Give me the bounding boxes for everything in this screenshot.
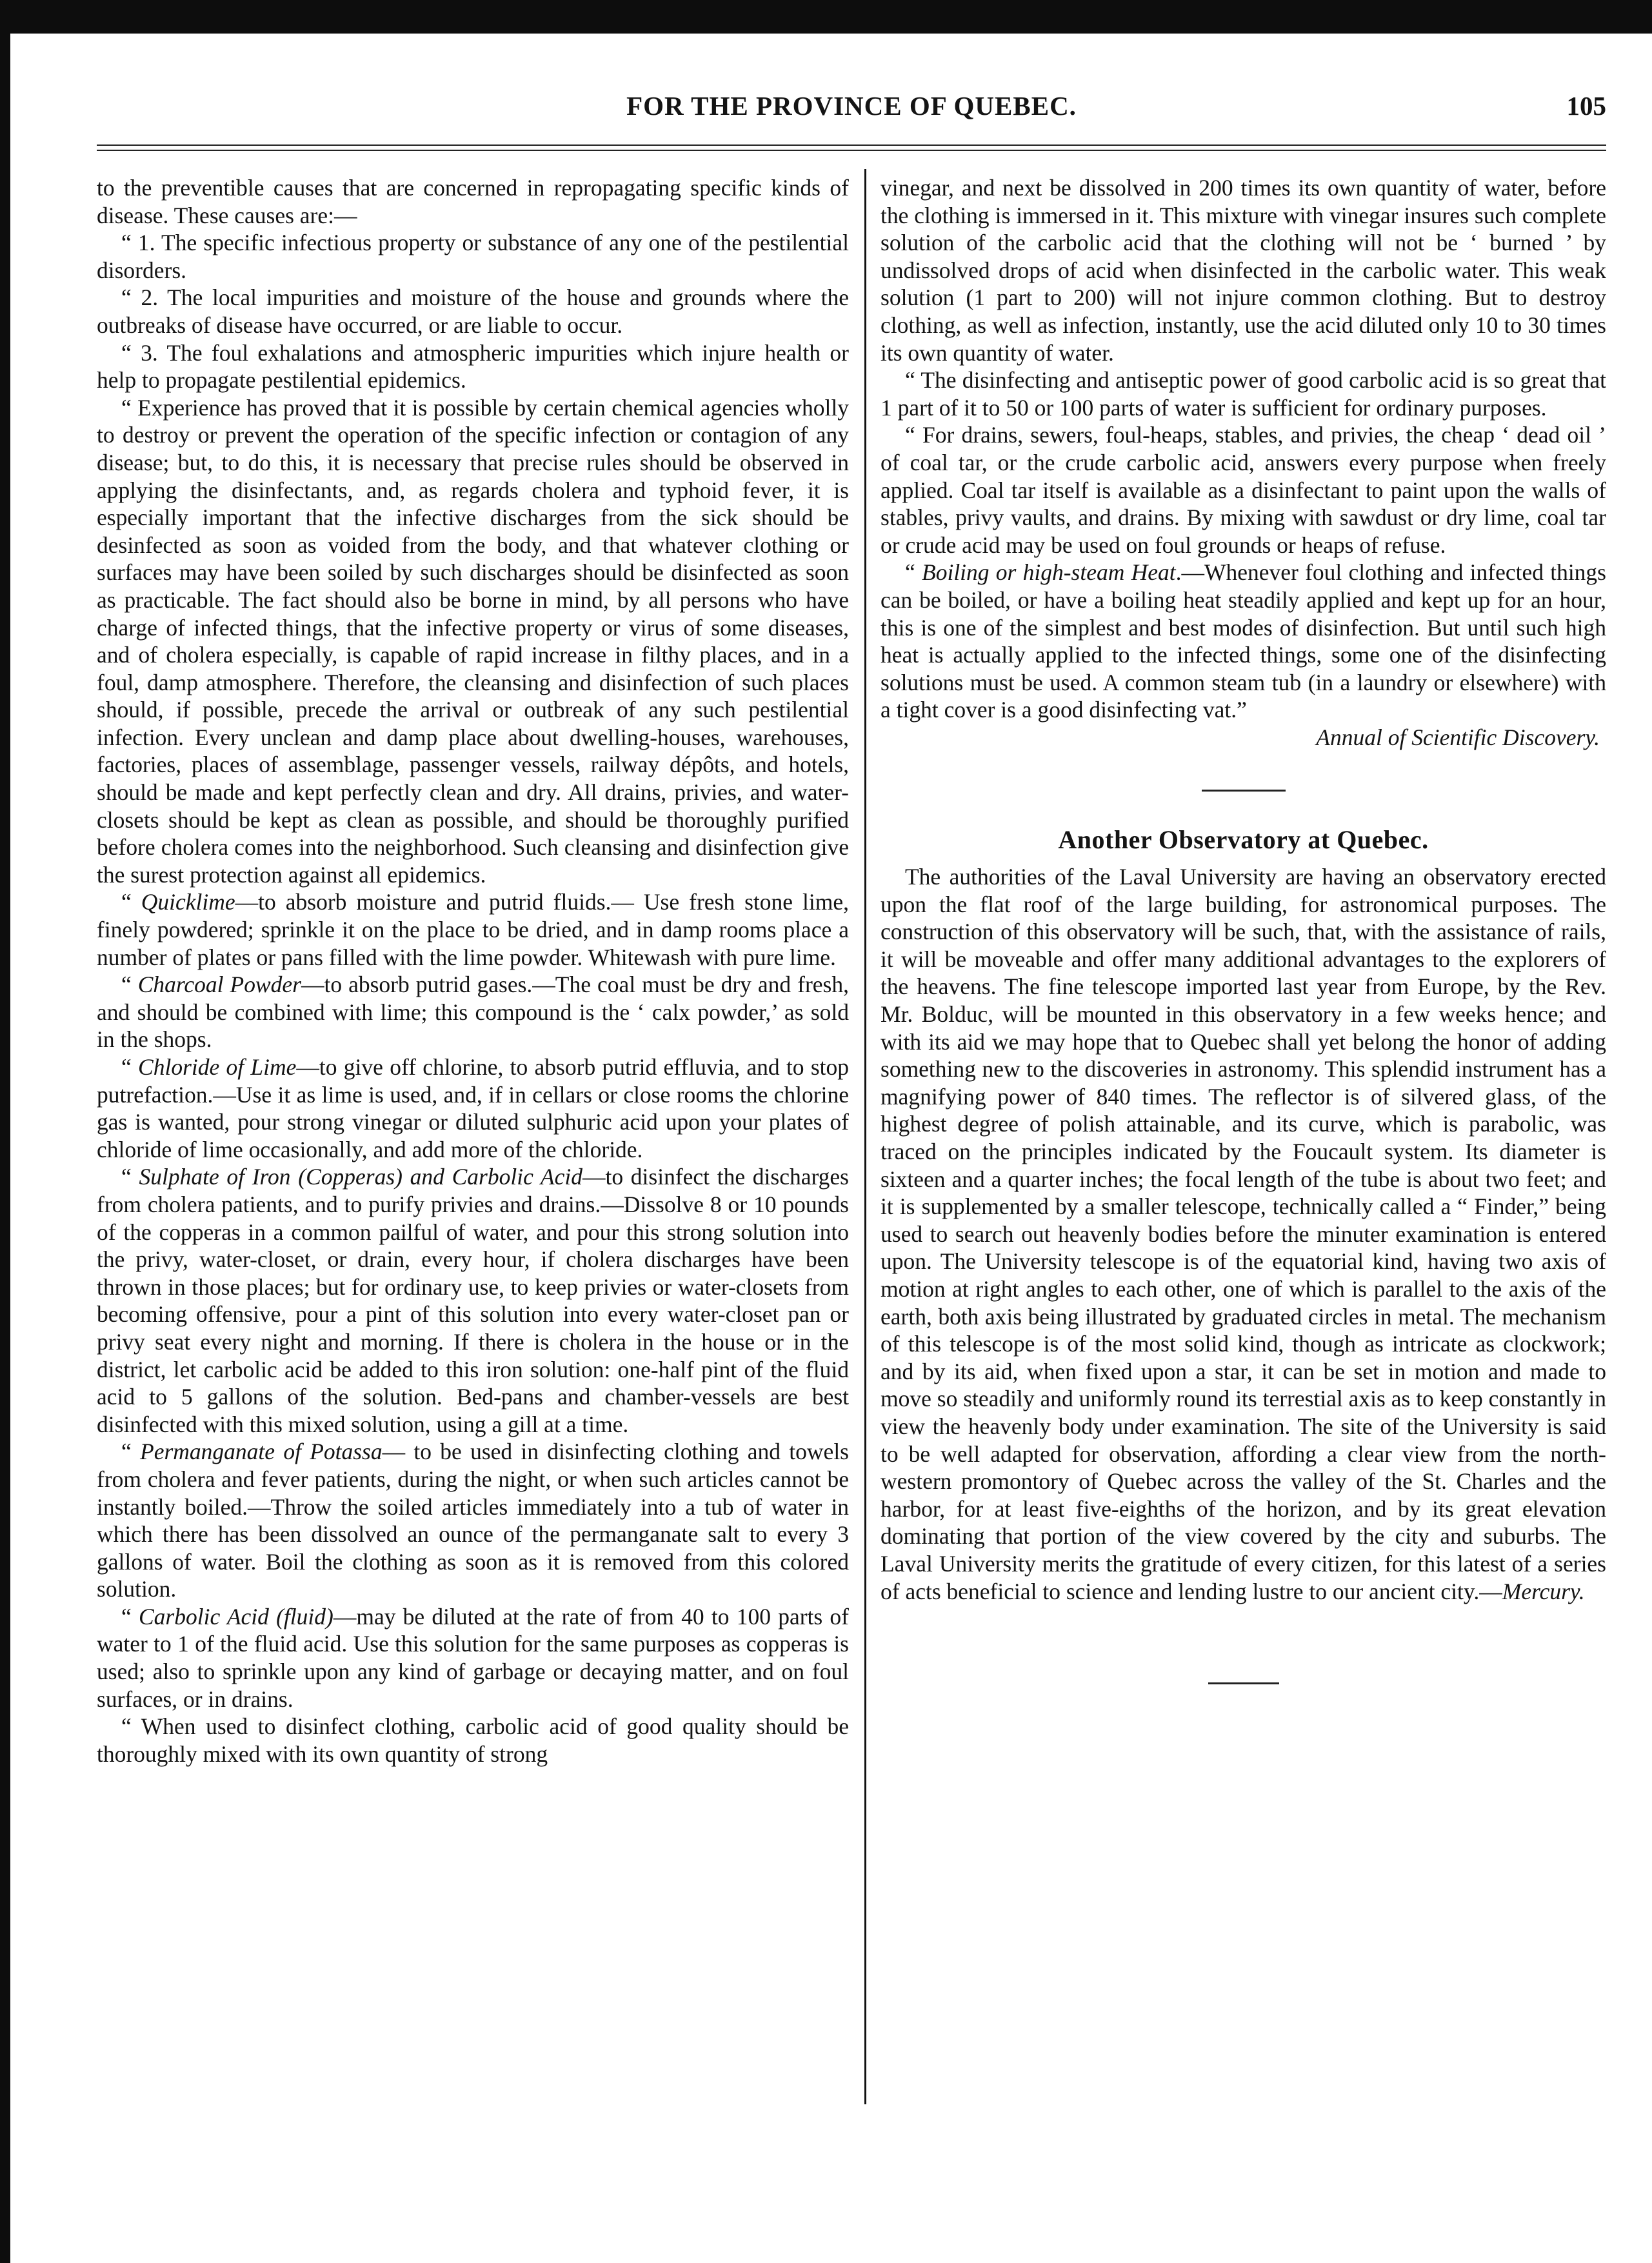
paragraph: “ For drains, sewers, foul-heaps, stables, and privies, the cheap ‘ dead oil ’ of coal tar, or the crude carbolic acid, answers every purpose when freely applied. Coal tar itself is available as a disinfectant to paint upon the walls of stables, privy vaults, and drains. By mixing with sawdust or dry lime, coal tar or crude acid may be used on foul grounds or heaps of refuse. bbox=[881, 422, 1606, 558]
paragraph-lead: Boiling or high-steam Heat bbox=[922, 559, 1176, 586]
column-divider bbox=[864, 169, 866, 2104]
paragraph-body: —to absorb moisture and putrid fluids.— Use fresh stone lime, finely powdered; sprinkle it on the place to be dried, and in damp rooms place a number of plates or pans filled with the lime powder. Whitewash with pure lime. bbox=[97, 889, 849, 970]
paragraph: “ 1. The specific infectious property or substance of any one of the pestilential disorders. bbox=[97, 230, 849, 283]
paragraph: “ Permanganate of Potassa— to be used in disinfecting clothing and towels from cholera and fever patients, during the night, or when such articles cannot be instantly boiled.—Throw the soiled articles immediately into a tub of water in which there has been dissolved an ounce of the permanganate salt to every 3 gallons of water. Boil the clothing as soon as it is removed from this colored solution. bbox=[97, 1439, 849, 1602]
paragraph-body: .—Whenever foul clothing and infected things can be boiled, or have a boiling heat steadily applied and kept up for an hour, this is one of the simplest and best modes of disinfection. But until such high heat is actually applied to the infected things, some one of the disinfecting solutions must be used. A common steam tub (in a laundry or elsewhere) with a tight cover is a good disinfecting vat.” bbox=[881, 559, 1606, 723]
paragraph-lead: Permanganate of Potassa bbox=[140, 1439, 383, 1465]
paragraph-body: —may be diluted at the rate of from 40 to 100 parts of water to 1 of the fluid acid. Use this solution for the same purposes as copperas is used; also to sprinkle upon any kind of garbage or decaying matter, and on foul surfaces, or in drains. bbox=[97, 1603, 849, 1712]
running-title: FOR THE PROVINCE OF QUEBEC. bbox=[626, 91, 1077, 121]
paragraph-lead: Quicklime bbox=[141, 889, 235, 915]
paragraph-lead: Carbolic Acid (fluid) bbox=[139, 1603, 333, 1630]
left-column bbox=[97, 174, 849, 1768]
paragraph: “ Quicklime—to absorb moisture and putrid fluids.— Use fresh stone lime, finely powdered; sprinkle it on the place to be dried, and in damp rooms place a number of plates or pans filled with the lime powder. Whitewash with pure lime. bbox=[97, 889, 849, 970]
paragraph-lead: Chloride of Lime bbox=[138, 1054, 297, 1080]
paragraph: “ 2. The local impurities and moisture of the house and grounds where the outbreaks of disease have occurred, or are liable to occur. bbox=[97, 284, 849, 338]
paragraph: “ Carbolic Acid (fluid)—may be diluted at the rate of from 40 to 100 parts of water to 1 of the fluid acid. Use this solution for the same purposes as copperas is used; also to sprinkle upon any kind of garbage or decaying matter, and on foul surfaces, or in drains. bbox=[97, 1603, 849, 1712]
right-column bbox=[881, 174, 1606, 1684]
paragraph: “ 3. The foul exhalations and atmospheric impurities which injure health or help to propagate pestilential epidemics. bbox=[97, 339, 849, 394]
binding-edge-left bbox=[0, 0, 10, 2263]
paragraph: “ When used to disinfect clothing, carbolic acid of good quality should be thoroughly mixed with its own quantity of strong bbox=[97, 1713, 849, 1767]
paragraph: to the preventible causes that are concerned in repropagating specific kinds of disease. These causes are:— bbox=[97, 175, 849, 228]
header-rule-top bbox=[97, 145, 1606, 146]
paragraph: “ Sulphate of Iron (Copperas) and Carbolic Acid—to disinfect the discharges from cholera patients, and to purify privies and drains.—Dissolve 8 or 10 pounds of the copperas in a common pailful of water, and pour this strong solution into the privy, water-closet, or drain, every hour, if cholera discharges have been thrown in those places; but for ordinary use, to keep privies or water-closets from becoming offensive, pour a pint of this solution into every water-closet pan or privy seat every night and morning. If there is cholera in the house or in the district, let carbolic acid be added to this iron solution: one-half pint of the fluid acid to 5 gallons of the solution. Bed-pans and chamber-vessels are best disinfected with this mixed solution, using a gill at a time. bbox=[97, 1164, 849, 1437]
article-source: Mercury. bbox=[1502, 1578, 1585, 1604]
paragraph: “ Chloride of Lime—to give off chlorine, to absorb putrid effluvia, and to stop putrefaction.—Use it as lime is used, and, if in cellars or close rooms the chlorine gas is wanted, pour strong vinegar or diluted sulphuric acid upon your plates of chloride of lime occasionally, and add more of the chloride. bbox=[97, 1054, 850, 1162]
paragraph-body: —to give off chlorine, to absorb putrid effluvia, and to stop putrefaction.—Use it as lime is used, and, if in cellars or close rooms the chlorine gas is wanted, pour strong vinegar or diluted sulphuric acid upon your plates of chloride of lime occasionally, and add more of the chloride. bbox=[97, 1054, 850, 1162]
paragraph-body: The authorities of the Laval University are having an observatory erected upon the flat roof of the large building, for astronomical purposes. The construction of this observatory will be such, that, with the assistance of rails, it will be moveable and offer many additional advantages to the explorers of the heavens. The fine telescope imported last year from Europe, by the Rev. Mr. Bolduc, will be mounted in this observatory in a few weeks hence; and with its aid we may hope that to Quebec shall yet belong the honor of adding something new to the discoveries in astronomy. This splendid instrument has a magnifying power of 840 times. The reflector is of silvered glass, of the highest degree of polish attainable, and its curve, which is parabolic, was traced on the principles indicated by the Foucault system. Its diameter is sixteen and a quarter inches; the focal length of the tube is about two feet; and it is supplemented by a smaller telescope, technically called a “ Finder,” being used to search out heavenly bodies before the minuter examination is entered upon. The University telescope is of the equatorial kind, having two axis of motion at right angles to each other, one of which is parallel to the axis of the earth, both axis being illustrated by graduated circles in metal. The mechanism of this telescope is of the most solid kind, though as intricate as clockwork; and by its aid, when fixed upon a star, it can be set in motion and made to move so steadily and uniformly round its terrestial axis as to keep constantly in view the heavenly body under examination. The site of the University is said to be well adapted for observation, affording a clear view from the north-western promontory of Quebec across the valley of the St. Charles and the harbor, for at least five-eighths of the horizon, and by its great elevation dominating that portion of the view covered by the city and suburbs. The Laval University merits the gratitude of every citizen, for this latest of a series of acts beneficial to science and lending lustre to our ancient city.— bbox=[881, 864, 1606, 1604]
header-rule-bottom bbox=[97, 150, 1606, 151]
page-header bbox=[97, 90, 1606, 142]
paragraph: “ The disinfecting and antiseptic power of good carbolic acid is so great that 1 part of it to 50 or 100 parts of water is sufficient for ordinary purposes. bbox=[881, 367, 1606, 421]
paragraph: “ Charcoal Powder—to absorb putrid gases.—The coal must be dry and fresh, and should be combined with lime; this compound is the ‘ calx powder,’ as sold in the shops. bbox=[97, 972, 850, 1053]
paragraph bbox=[881, 863, 1606, 1605]
page-number: 105 bbox=[1566, 91, 1606, 121]
paragraph: “ Boiling or high-steam Heat.—Whenever foul clothing and infected things can be boiled, or have a boiling heat steadily applied and kept up for an hour, this is one of the simplest and best modes of disinfection. But until such high heat is actually applied to the infected things, some one of the disinfecting solutions must be used. A common steam tub (in a laundry or elsewhere) with a tight cover is a good disinfecting vat.” bbox=[881, 559, 1606, 723]
article-heading: Another Observatory at Quebec. bbox=[1058, 825, 1429, 855]
paragraph-body: — to be used in disinfecting clothing and towels from cholera and fever patients, during the night, or when such articles cannot be instantly boiled.—Throw the soiled articles immediately into a tub of water in which there has been dissolved an ounce of the permanganate salt to every 3 gallons of water. Boil the clothing as soon as it is removed from this colored solution. bbox=[97, 1439, 849, 1602]
end-separator bbox=[1208, 1682, 1279, 1684]
paragraph-lead: Sulphate of Iron (Copperas) and Carbolic Acid bbox=[139, 1164, 582, 1190]
binding-edge-top bbox=[0, 0, 1652, 34]
paragraph-body: —to absorb putrid gases.—The coal must be dry and fresh, and should be combined with lime; this compound is the ‘ calx powder,’ as sold in the shops. bbox=[97, 972, 850, 1053]
paragraph: vinegar, and next be dissolved in 200 times its own quantity of water, before the clothing is immersed in it. This mixture with vinegar insures such complete solution of the carbolic acid that the clothing will not be ‘ burned ’ by undissolved drops of acid when disinfected in the carbolic water. This weak solution (1 part to 200) will not injure common clothing. But to destroy clothing, as well as infection, instantly, use the acid diluted only 10 to 30 times its own quantity of water. bbox=[881, 175, 1606, 366]
section-separator bbox=[1202, 790, 1286, 792]
paragraph-body: —to disinfect the discharges from cholera patients, and to purify privies and drains.—Dissolve 8 or 10 pounds of the copperas in a common pailful of water, and pour this strong solution into the privy, water-closet, or drain, every hour, if cholera discharges have been thrown in those places; but for ordinary use, to keep privies or water-closets from becoming offensive, pour a pint of this solution into every water-closet pan or privy seat every night and morning. If there is cholera in the house or in the district, let carbolic acid be added to this iron solution: one-half pint of the fluid acid to 5 gallons of the solution. Bed-pans and chamber-vessels are best disinfected with this mixed solution, using a gill at a time. bbox=[97, 1164, 849, 1437]
paragraph: “ Experience has proved that it is possible by certain chemical agencies wholly to destroy or prevent the operation of the specific infection or contagion of any disease; but, to do this, it is necessary that precise rules should be observed in applying the disinfectants, and, as regards cholera and typhoid fever, it is especially important that the infective discharges from the sick should be desinfected as soon as voided from the body, and that whatever clothing or surfaces may have been soiled by such discharges should be disinfected as soon as practicable. The fact should also be borne in mind, by all persons who have charge of infected things, that the infective property or virus of some diseases, and of cholera especially, is capable of rapid increase in filthy places, and in a foul, damp atmosphere. Therefore, the cleansing and disinfection of such places should, if possible, precede the arrival or outbreak of any such pestilential infection. Every unclean and damp place about dwelling-houses, warehouses, factories, places of assemblage, passenger vessels, railway dépôts, and hotels, should be made and kept perfectly clean and dry. All drains, privies, and water-closets should be kept as clean as possible, and should be thoroughly purified before cholera comes into the neighborhood. Such cleansing and disinfection give the surest protection against all epidemics. bbox=[97, 394, 849, 888]
attribution: Annual of Scientific Discovery. bbox=[1316, 724, 1600, 750]
paragraph-lead: Charcoal Powder bbox=[137, 972, 301, 998]
